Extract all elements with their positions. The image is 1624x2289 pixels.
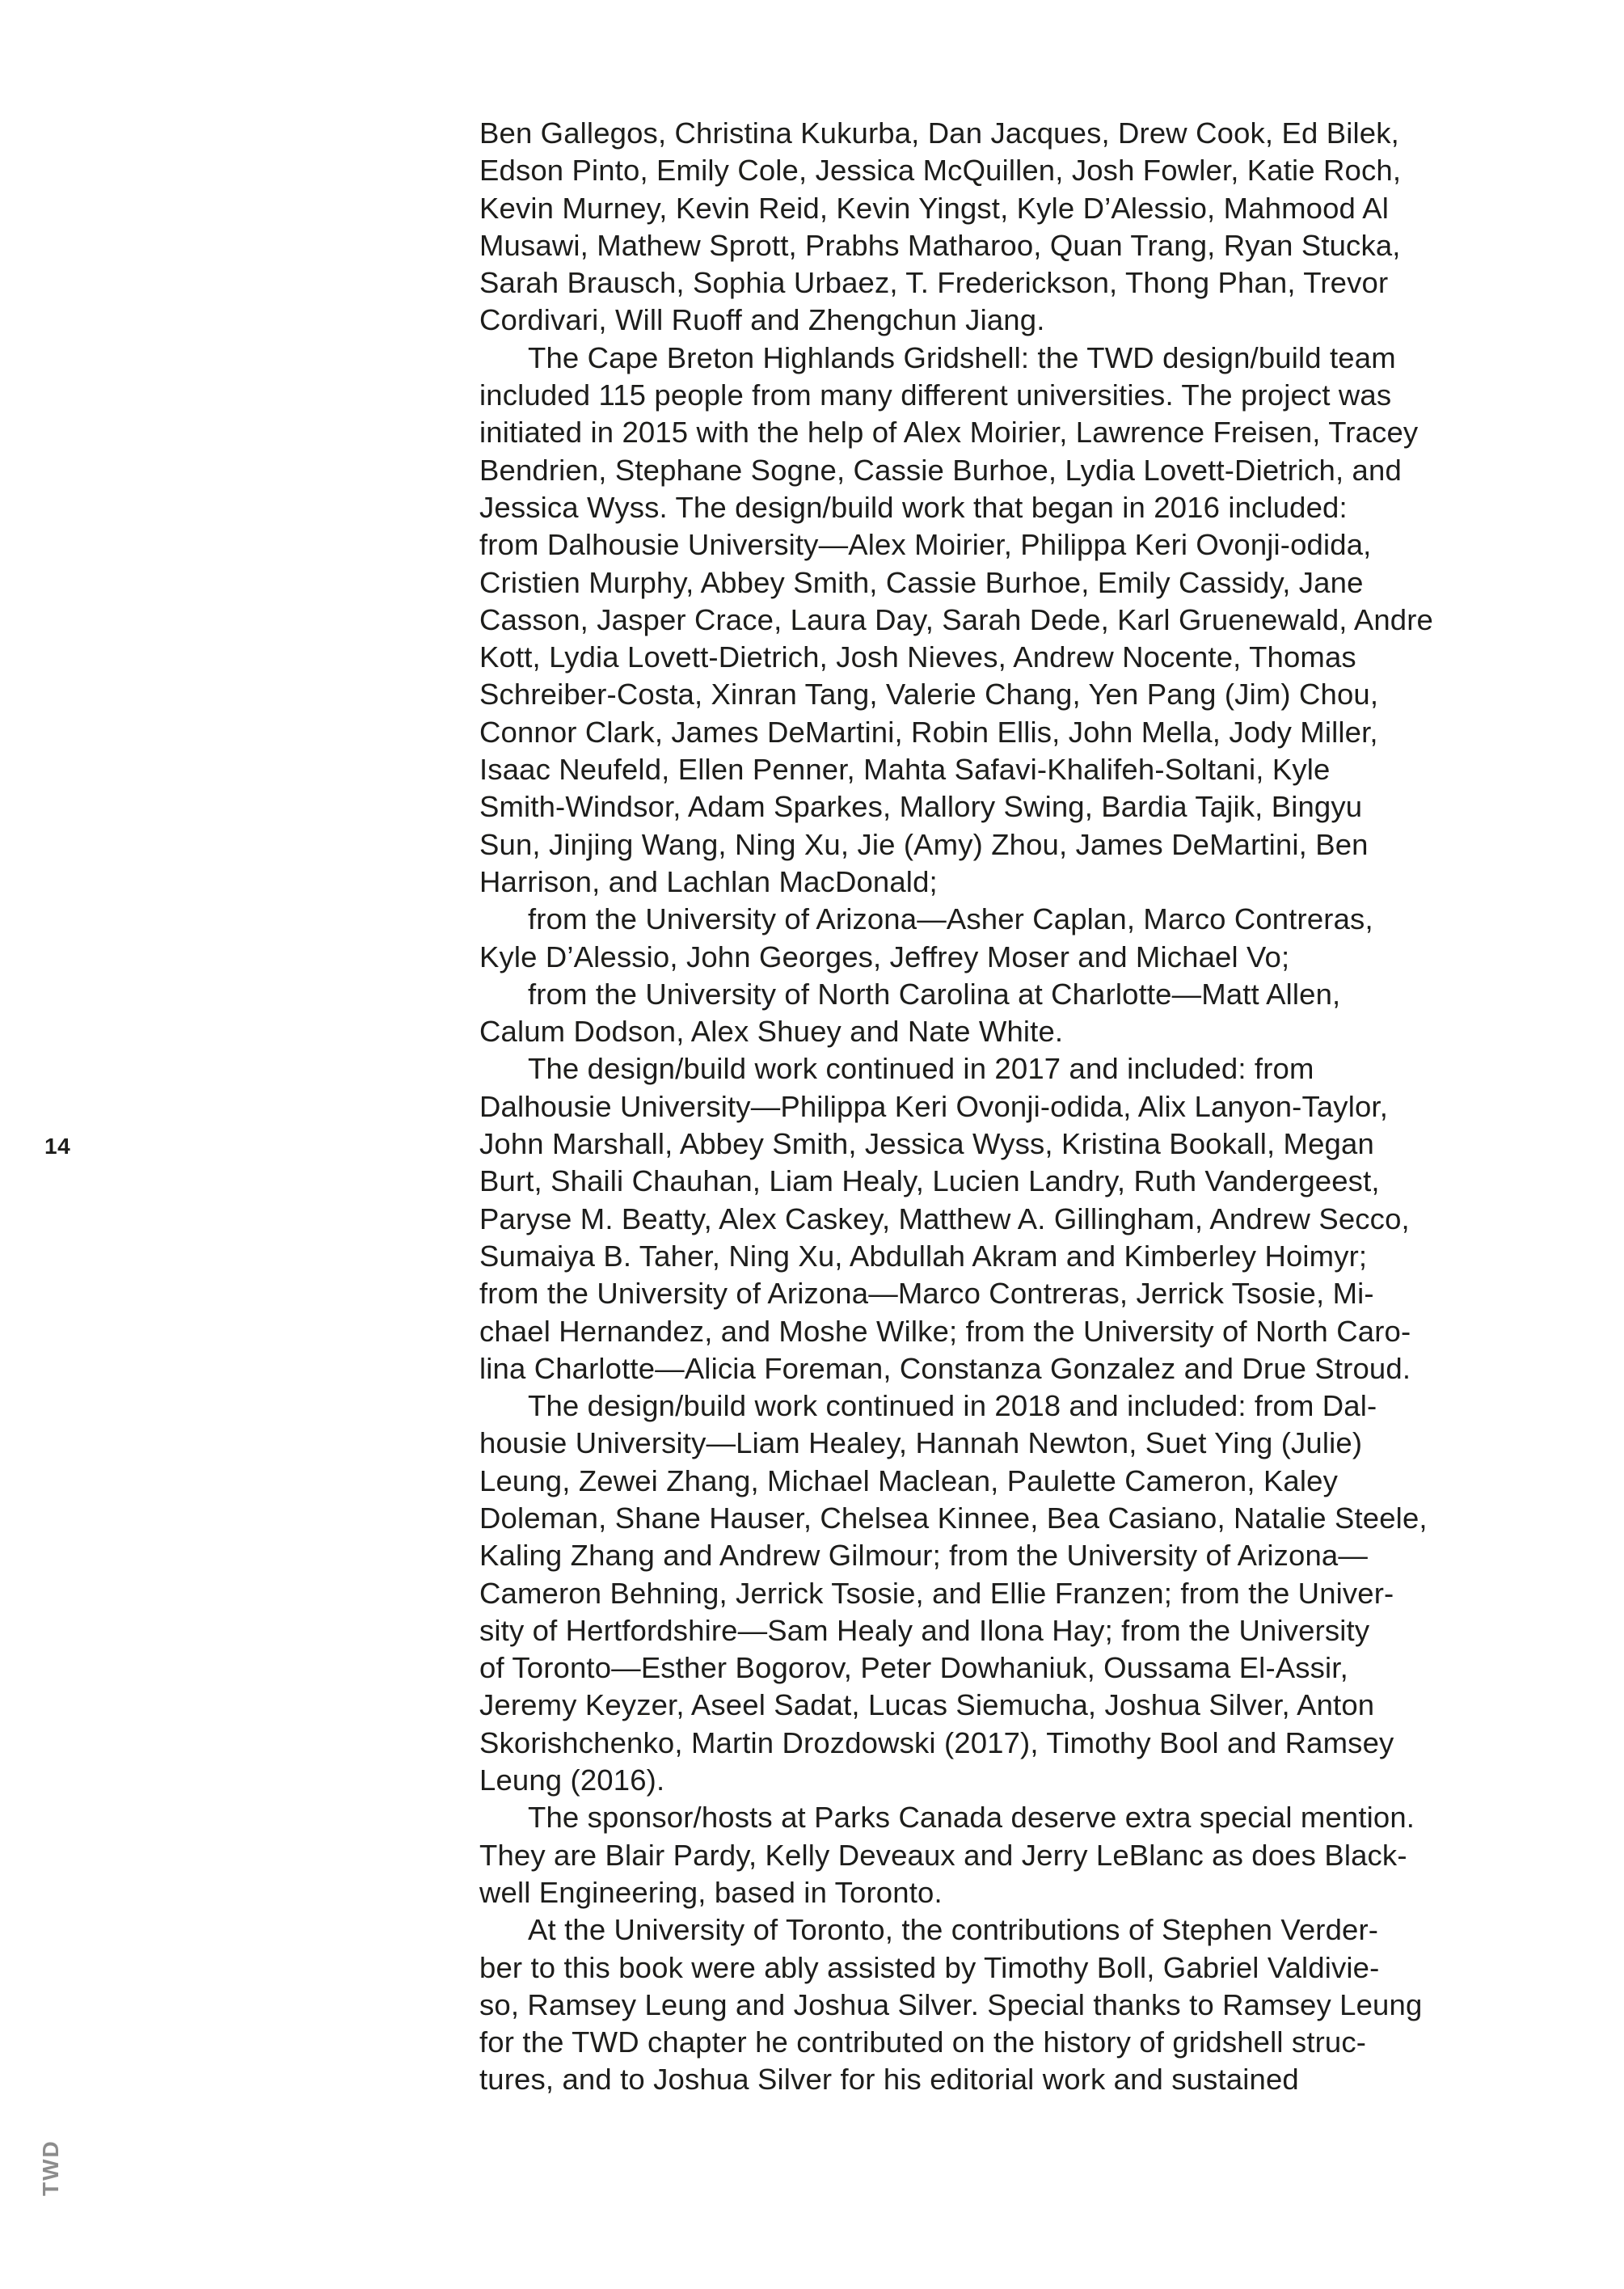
text-line: Skorishchenko, Martin Drozdowski (2017), Timothy Bool and Ramsey — [479, 1725, 1394, 1759]
text-line: Kaling Zhang and Andrew Gilmour; from the University of Arizona— — [479, 1539, 1369, 1573]
text-line: from the University of Arizona—Marco Contreras, Jerrick Tsosie, Mi- — [479, 1277, 1374, 1311]
page-number: 14 — [44, 1134, 71, 1159]
text-line: Paryse M. Beatty, Alex Caskey, Matthew A. Gillingham, Andrew Secco, — [479, 1202, 1410, 1235]
body-text — [479, 115, 1530, 2099]
text-line: The design/build work continued in 2017 and included: from — [528, 1052, 1314, 1086]
text-line: so, Ramsey Leung and Joshua Silver. Special thanks to Ramsey Leung — [479, 1987, 1423, 2021]
text-line: ber to this book were ably assisted by Timothy Boll, Gabriel Valdivie- — [479, 1950, 1380, 1984]
text-line: Sun, Jinjing Wang, Ning Xu, Jie (Amy) Zhou, James DeMartini, Ben — [479, 827, 1369, 861]
text-line: of Toronto—Esther Bogorov, Peter Dowhaniuk, Oussama El-Assir, — [479, 1651, 1348, 1685]
text-line: Smith-Windsor, Adam Sparkes, Mallory Swing, Bardia Tajik, Bingyu — [479, 790, 1363, 824]
text-line: Musawi, Mathew Sprott, Prabhs Matharoo, Quan Trang, Ryan Stucka, — [479, 228, 1401, 262]
text-line: Leung (2016). — [479, 1763, 665, 1797]
text-line: Kevin Murney, Kevin Reid, Kevin Yingst, Kyle D’Alessio, Mahmood Al — [479, 191, 1390, 225]
text-line: Doleman, Shane Hauser, Chelsea Kinnee, Bea Casiano, Natalie Steele, — [479, 1501, 1428, 1535]
text-line: Edson Pinto, Emily Cole, Jessica McQuillen, Josh Fowler, Katie Roch, — [479, 154, 1402, 188]
text-line: Dalhousie University—Philippa Keri Ovonji-odida, Alix Lanyon-Taylor, — [479, 1089, 1388, 1123]
text-line: Cristien Murphy, Abbey Smith, Cassie Burhoe, Emily Cassidy, Jane — [479, 565, 1364, 599]
text-line: The Cape Breton Highlands Gridshell: the TWD design/build team — [528, 340, 1396, 374]
running-head: TWD — [38, 2139, 63, 2196]
text-line: from the University of Arizona—Asher Caplan, Marco Contreras, — [528, 902, 1373, 936]
text-line: from Dalhousie University—Alex Moirier, Philippa Keri Ovonji-odida, — [479, 528, 1372, 562]
text-line: Jeremy Keyzer, Aseel Sadat, Lucas Siemucha, Joshua Silver, Anton — [479, 1688, 1375, 1722]
text-line: from the University of North Carolina at Charlotte—Matt Allen, — [528, 977, 1341, 1011]
text-line: Cordivari, Will Ruoff and Zhengchun Jiang. — [479, 303, 1045, 337]
text-line: John Marshall, Abbey Smith, Jessica Wyss, Kristina Bookall, Megan — [479, 1127, 1374, 1161]
text-line: Jessica Wyss. The design/build work that began in 2016 included: — [479, 490, 1348, 524]
text-line: Connor Clark, James DeMartini, Robin Ellis, John Mella, Jody Miller, — [479, 715, 1378, 749]
text-line: included 115 people from many different universities. The project was — [479, 378, 1392, 412]
text-line: The design/build work continued in 2018 and included: from Dal- — [528, 1389, 1377, 1423]
text-line: sity of Hertfordshire—Sam Healy and Ilona Hay; from the University — [479, 1613, 1370, 1647]
text-line: Cameron Behning, Jerrick Tsosie, and Ellie Franzen; from the Univer- — [479, 1576, 1394, 1610]
text-line: chael Hernandez, and Moshe Wilke; from the University of North Caro- — [479, 1314, 1411, 1348]
text-line: Isaac Neufeld, Ellen Penner, Mahta Safavi-Khalifeh-Soltani, Kyle — [479, 753, 1331, 787]
text-line: Sarah Brausch, Sophia Urbaez, T. Frederickson, Thong Phan, Trevor — [479, 266, 1389, 300]
text-line: Ben Gallegos, Christina Kukurba, Dan Jacques, Drew Cook, Ed Bilek, — [479, 116, 1399, 150]
text-line: Kyle D’Alessio, John Georges, Jeffrey Moser and Michael Vo; — [479, 940, 1290, 973]
text-line: The sponsor/hosts at Parks Canada deserve extra special mention. — [528, 1801, 1415, 1835]
text-line: Schreiber-Costa, Xinran Tang, Valerie Chang, Yen Pang (Jim) Chou, — [479, 678, 1379, 712]
text-line: initiated in 2015 with the help of Alex Moirier, Lawrence Freisen, Tracey — [479, 416, 1419, 450]
text-line: They are Blair Pardy, Kelly Deveaux and Jerry LeBlanc as does Black- — [479, 1838, 1407, 1872]
text-line: housie University—Liam Healey, Hannah Newton, Suet Ying (Julie) — [479, 1426, 1363, 1460]
text-line: well Engineering, based in Toronto. — [479, 1875, 943, 1909]
text-line: Bendrien, Stephane Sogne, Cassie Burhoe, Lydia Lovett-Dietrich, and — [479, 453, 1402, 487]
text-line: for the TWD chapter he contributed on the history of gridshell struc- — [479, 2025, 1367, 2059]
text-line: lina Charlotte—Alicia Foreman, Constanza Gonzalez and Drue Stroud. — [479, 1351, 1411, 1385]
text-line: Sumaiya B. Taher, Ning Xu, Abdullah Akram and Kimberley Hoimyr; — [479, 1239, 1368, 1273]
text-line: Burt, Shaili Chauhan, Liam Healy, Lucien Landry, Ruth Vandergeest, — [479, 1164, 1380, 1198]
text-line: Kott, Lydia Lovett-Dietrich, Josh Nieves, Andrew Nocente, Thomas — [479, 640, 1356, 674]
text-line: tures, and to Joshua Silver for his editorial work and sustained — [479, 2063, 1299, 2097]
text-line: Harrison, and Lachlan MacDonald; — [479, 864, 938, 898]
text-line: Casson, Jasper Crace, Laura Day, Sarah Dede, Karl Gruenewald, Andre — [479, 602, 1434, 636]
text-line: At the University of Toronto, the contributions of Stephen Verder- — [528, 1913, 1379, 1947]
text-line: Calum Dodson, Alex Shuey and Nate White. — [479, 1015, 1064, 1049]
text-line: Leung, Zewei Zhang, Michael Maclean, Paulette Cameron, Kaley — [479, 1463, 1338, 1497]
